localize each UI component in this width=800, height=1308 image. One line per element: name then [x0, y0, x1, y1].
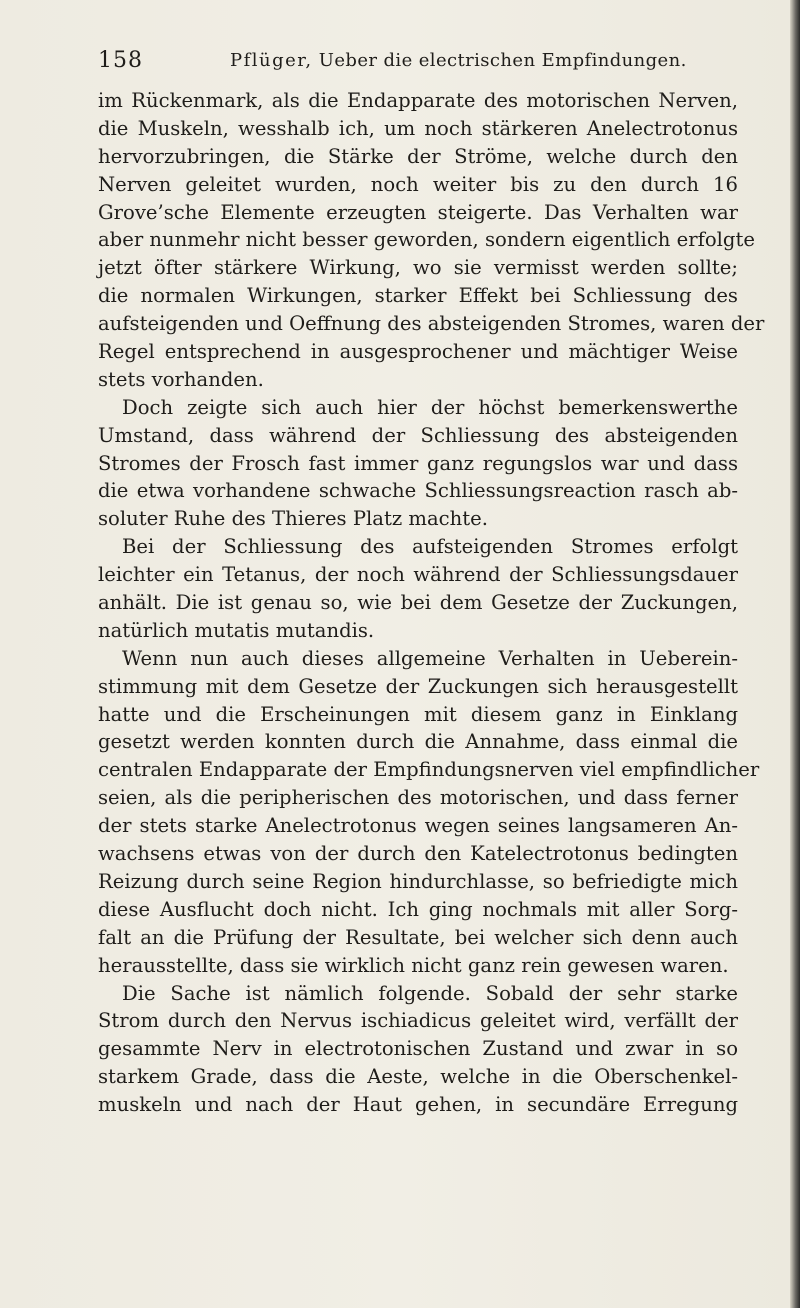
- text-line: jetzt öfter stärkere Wirkung, wo sie vermisst werden sollte;: [98, 256, 738, 280]
- text-line: centralen Endapparate der Empfindungsnerven viel empfindlicher: [98, 758, 760, 782]
- text-line: herausstellte, dass sie wirklich nicht ganz rein gewesen waren.: [98, 953, 729, 977]
- text-line: Wenn nun auch dieses allgemeine Verhalten in Ueberein-: [122, 646, 738, 670]
- running-head-author: Pflüger,: [230, 50, 313, 71]
- text-line: natürlich mutatis mutandis.: [98, 618, 375, 642]
- text-line: Grove’sche Elemente erzeugten steigerte. Das Verhalten war: [98, 200, 738, 224]
- text-line: muskeln und nach der Haut gehen, in secundäre Erregung: [98, 1093, 738, 1117]
- text-line: gesetzt werden konnten durch die Annahme, dass einmal die: [98, 730, 738, 754]
- text-line: im Rückenmark, als die Endapparate des motorischen Nerven,: [98, 89, 738, 112]
- body-text: [98, 87, 765, 1119]
- text-line: aber nunmehr nicht besser geworden, sondern eigentlich erfolgte: [98, 228, 755, 252]
- text-line: die Muskeln, wesshalb ich, um noch stärkeren Anelectrotonus: [98, 116, 738, 140]
- text-line: diese Ausflucht doch nicht. Ich ging nochmals mit aller Sorg-: [98, 897, 738, 921]
- text-line: der stets starke Anelectrotonus wegen seines langsameren An-: [98, 814, 738, 838]
- text-line: hatte und die Erscheinungen mit diesem ganz in Einklang: [98, 702, 738, 726]
- text-line: Strom durch den Nervus ischiadicus geleitet wird, verfällt der: [98, 1009, 738, 1033]
- text-line: Regel entsprechend in ausgesprochener und mächtiger Weise: [98, 340, 738, 364]
- text-line: falt an die Prüfung der Resultate, bei welcher sich denn auch: [98, 925, 738, 949]
- text-line: Die Sache ist nämlich folgende. Sobald der sehr starke: [122, 981, 738, 1005]
- text-line: leichter ein Tetanus, der noch während der Schliessungsdauer: [98, 563, 738, 587]
- text-line: hervorzubringen, die Stärke der Ströme, welche durch den: [98, 144, 738, 168]
- text-line: gesammte Nerv in electrotonischen Zustand und zwar in so: [98, 1037, 738, 1061]
- running-head: [230, 50, 687, 71]
- text-line: soluter Ruhe des Thieres Platz machte.: [98, 507, 488, 531]
- text-line: die etwa vorhandene schwache Schliessungsreaction rasch ab-: [98, 479, 738, 503]
- text-line: wachsens etwas von der durch den Katelectrotonus bedingten: [98, 842, 738, 866]
- text-line: stimmung mit dem Gesetze der Zuckungen sich herausgestellt: [98, 674, 738, 698]
- text-line: Reizung durch seine Region hindurchlasse, so befriedigte mich: [98, 869, 738, 893]
- page-number: 158: [98, 48, 143, 73]
- text-line: anhält. Die ist genau so, wie bei dem Gesetze der Zuckungen,: [98, 591, 738, 615]
- text-line: Nerven geleitet wurden, noch weiter bis zu den durch 16: [98, 172, 738, 196]
- text-line: starkem Grade, dass die Aeste, welche in die Oberschenkel-: [98, 1065, 738, 1089]
- page-header: [98, 46, 738, 80]
- text-line: Bei der Schliessung des aufsteigenden Stromes erfolgt: [122, 535, 738, 559]
- running-head-title: Ueber die electrischen Empfindungen.: [318, 50, 687, 71]
- text-line: aufsteigenden und Oeffnung des absteigenden Stromes, waren der: [98, 312, 765, 336]
- text-line: seien, als die peripherischen des motorischen, und dass ferner: [98, 786, 738, 810]
- text-line: Umstand, dass während der Schliessung des absteigenden: [98, 423, 738, 447]
- text-line: stets vorhanden.: [98, 367, 264, 391]
- text-line: die normalen Wirkungen, starker Effekt bei Schliessung des: [98, 284, 738, 308]
- page-edge-shadow: [790, 0, 800, 1308]
- text-line: Doch zeigte sich auch hier der höchst bemerkenswerthe: [122, 395, 738, 419]
- text-line: Stromes der Frosch fast immer ganz regungslos war und dass: [98, 451, 738, 475]
